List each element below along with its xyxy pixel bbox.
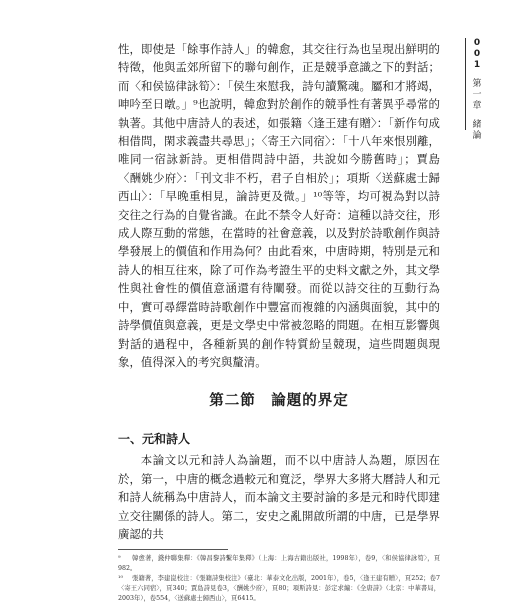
- subsection-body: [118, 451, 440, 543]
- running-header: [470, 38, 484, 142]
- footnote-text: 張籍著，李建崑校注：《張籍詩集校注》（臺北：華泰文化出版，2001年），卷5，〈逢王建有贈〉，頁252；卷7〈寄王六同宿〉，頁340；賈島詩見卷3，〈酬姚少府〉，頁80；項斯詩見：彭定求編：《全唐詩》（北京：中華書局，2003年），卷554，〈送蘇處士歸西山〉，頁6415。: [118, 575, 440, 603]
- footnote: [118, 574, 440, 604]
- footnote-number: ¹⁰: [118, 575, 124, 583]
- footnote-number: ⁹: [118, 555, 121, 563]
- chapter-title-char: 論: [472, 131, 482, 141]
- subsection-paragraph: 本論文以元和詩人為論題，而不以中唐詩人為題，原因在於，第一，中唐的概念過較元和寬泛，學界大多將大曆詩人和元和詩人統稱為中唐詩人，而本論文主要討論的多是元和時代即建立交往關係的詩人。第二，安史之亂開啟所謂的中唐，已是學界廣認的共: [118, 453, 440, 541]
- footnote-divider: [118, 549, 228, 550]
- footnote: [118, 554, 440, 574]
- chapter-label-char: 章: [472, 101, 482, 111]
- chapter-label-char: 一: [472, 90, 482, 100]
- footnote-text: 韓愈著，錢仲聯集釋：《韓昌黎詩繫年集釋》（上海：上海古籍出版社，1998年），卷9，〈和侯協律詠筍〉，頁982。: [118, 555, 440, 573]
- intro-paragraph: 性，即使是「餘事作詩人」的韓愈，其交往行為也呈現出鮮明的特徵，他與孟郊所留下的聯句創作，正是競爭意識之下的對話；而〈和侯協律詠筍〉：「侯生來慰我，詩句讀驚魂。屬和才將竭，呻吟至日暾。」⁹也說明，韓愈對於創作的競爭性有著異乎尋常的執著。其他中唐詩人的表述，如張籍〈逢王建有贈〉：「新作句成相借問，閑求義盡共尋思」；〈寄王六同宿〉：「十八年來恨別離，唯同一宿詠新詩。更相借問詩中語，共說如今勝舊時」；賈島〈酬姚少府〉：「刊文非不朽，君子自相於」；項斯〈送蘇處士歸西山〉：「早晚重相見，論詩更及微。」¹⁰等等，均可視為對以詩交往之行為的自覺省識。在此不禁令人好奇：這種以詩交往，形成人際互動的常態，在當時的社會意義，以及對於詩歌創作與詩學發展上的價值和作用為何？由此看來，中唐時期，特別是元和詩人的相互往來，除了可作為考證生平的史料文獻之外，其文學性與社會性的價值意涵還有待闡發。而從以詩交往的互動行為中，實可尋繹當時詩歌創作中豐富而複雜的內涵與面貌，其中的詩學價值與意義，更是文學史中常被忽略的問題。在相互影響與對話的過程中，各種新異的創作特質紛呈競現，這些問題與現象，值得深入的考究與釐清。: [118, 42, 440, 369]
- main-text-column: [118, 40, 440, 604]
- subsection-title: 一、元和詩人: [118, 432, 191, 447]
- chapter-label-char: 第: [472, 79, 482, 89]
- page-number-digit: 1: [473, 60, 481, 70]
- section-title: 第二節 論題的界定: [209, 393, 349, 410]
- running-header-sidebar: [465, 38, 486, 141]
- page-number-digit: 0: [473, 38, 481, 48]
- footnotes: [118, 554, 440, 604]
- chapter-title-char: 緒: [472, 120, 482, 130]
- body-text: [118, 40, 440, 371]
- page-number-digit: 0: [473, 49, 481, 59]
